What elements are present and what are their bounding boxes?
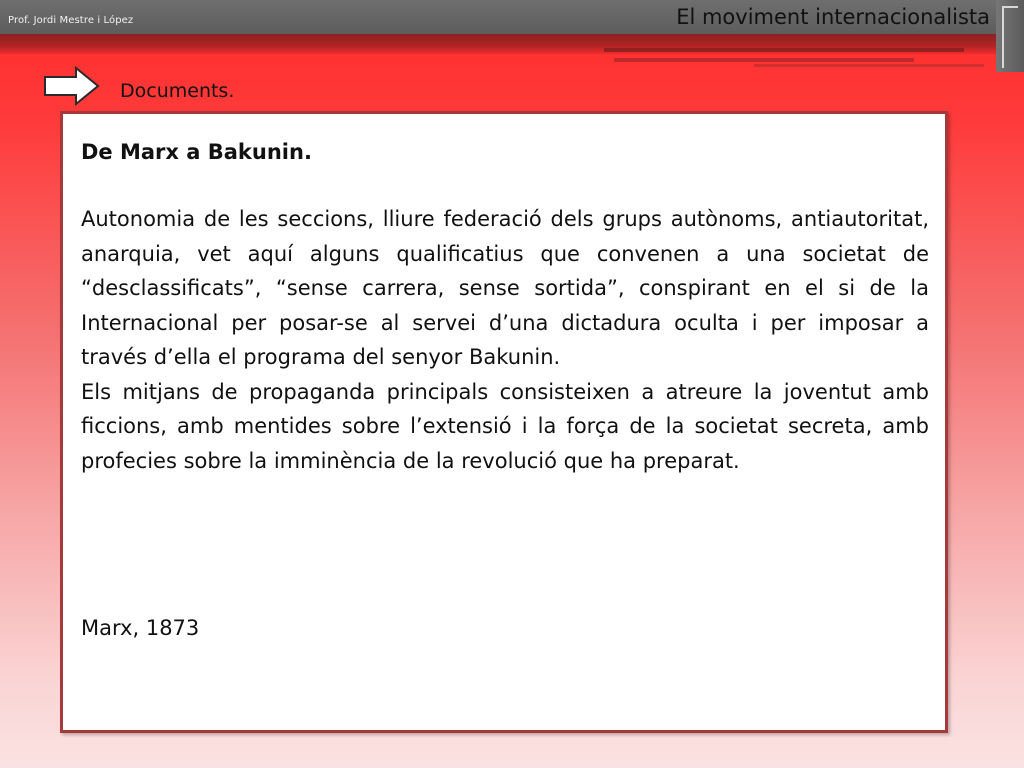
document-box (60, 111, 948, 733)
decorative-stripes (594, 34, 1024, 74)
author-name: Prof. Jordi Mestre i López (8, 15, 134, 26)
section-label: Documents. (120, 80, 235, 102)
slide-title: El moviment internacionalista (676, 5, 990, 29)
corner-decoration (996, 0, 1024, 72)
top-bar (0, 0, 1024, 34)
document-paragraph: Autonomia de les seccions, lliure federació dels grups autònoms, antiautoritat, anarquia, vet aquí alguns qualificatius que convenen a una societat de “desclassificats”, “sense carrera, sense sortida”, conspirant en el si de la Internacional per posar-se al servei d’una dictadura oculta i per imposar a través d’ella el programa del senyor Bakunin. (81, 207, 929, 369)
document-body (81, 202, 929, 478)
document-signature: Marx, 1873 (81, 616, 200, 640)
document-paragraph: Els mitjans de propaganda principals consisteixen a atreure la joventut amb ficcions, amb mentides sobre l’extensió i la força de la societat secreta, amb profecies sobre la imminència de la revolució que ha preparat. (81, 379, 929, 473)
right-arrow-icon (43, 66, 101, 106)
document-heading: De Marx a Bakunin. (81, 140, 312, 164)
